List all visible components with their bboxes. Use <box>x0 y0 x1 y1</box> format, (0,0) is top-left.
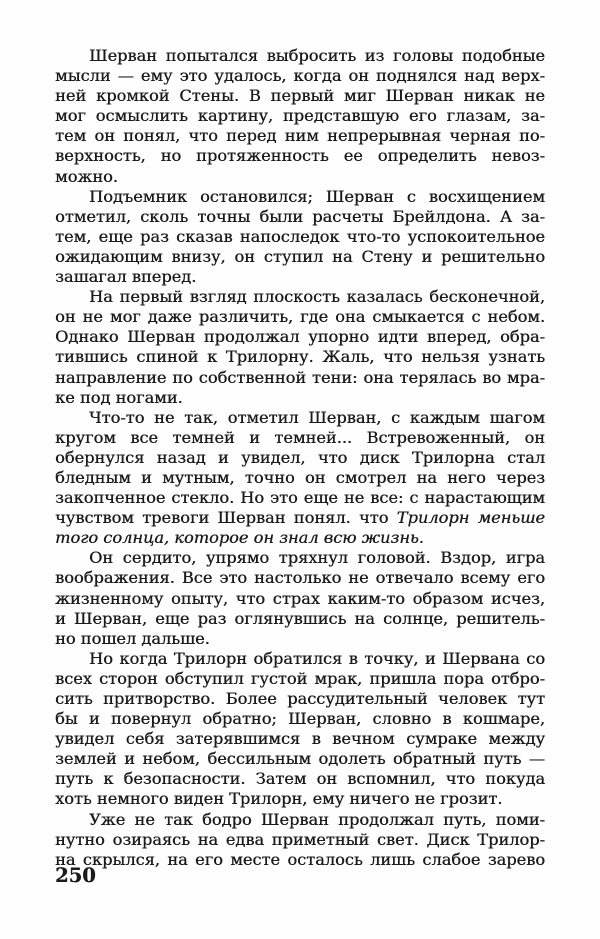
text-line <box>55 769 545 789</box>
text-run: ке под ногами. <box>55 387 183 407</box>
text-run: направление по собственной тени: она терялась во мра- <box>55 367 545 387</box>
text-line <box>55 709 545 729</box>
text-line <box>55 46 545 66</box>
text-line <box>55 468 545 488</box>
text-run: Но когда Трилорн обратился в точку, и Шервана со <box>89 648 545 668</box>
paragraph <box>55 548 545 648</box>
paragraph <box>55 287 545 408</box>
text-line <box>55 408 545 428</box>
text-line <box>55 227 545 247</box>
text-run: жизненному опыту, что страх каким-то образом исчез, <box>55 588 545 608</box>
paragraph <box>55 649 545 810</box>
text-run: бледным и мутным, точно он смотрел на него через <box>55 467 545 487</box>
text-run: сить притворство. Более рассудительный человек тут <box>55 689 545 708</box>
paragraph <box>55 46 545 187</box>
text-line <box>55 187 545 207</box>
text-line <box>55 508 545 528</box>
page-number: 250 <box>55 864 96 887</box>
text-line <box>55 830 545 850</box>
text-line <box>55 488 545 508</box>
text-line <box>55 388 545 408</box>
text-run: верхность, но протяженность ее определить невоз- <box>55 146 545 166</box>
text-run: нутно озираясь на едва приметный свет. Диск Трилор- <box>55 829 545 849</box>
text-line <box>55 629 545 649</box>
text-line <box>55 729 545 749</box>
text-run: Подъемник остановился; Шерван с восхищением <box>89 186 545 206</box>
text-run: Он сердито, упрямо тряхнул головой. Вздор, игра <box>89 548 545 568</box>
text-line <box>55 810 545 830</box>
paragraph <box>55 810 545 870</box>
text-line <box>55 207 545 227</box>
text-run: ожидающим внизу, он ступил на Стену и решительно <box>55 246 545 266</box>
text-line <box>55 267 545 287</box>
text-run: кругом все темней и темней... Встревоженный, он <box>55 427 545 447</box>
text-line <box>55 850 545 870</box>
text-run: тем, еще раз сказав напоследок что-то успокоительное <box>55 226 545 246</box>
text-line <box>55 66 545 86</box>
paragraph <box>55 187 545 287</box>
text-run: хоть немного виден Трилорн, ему ничего не грозит. <box>55 789 503 809</box>
text-line <box>55 689 545 709</box>
text-line <box>55 649 545 669</box>
text-line <box>55 307 545 327</box>
text-line <box>55 247 545 267</box>
text-line <box>55 789 545 809</box>
text-line <box>55 568 545 588</box>
text-line <box>55 749 545 769</box>
text-line <box>55 669 545 689</box>
text-run: землей и небом, бессильным одолеть обратный путь — <box>55 749 545 769</box>
text-run: Что-то не так, отметил Шерван, с каждым шагом <box>89 407 545 427</box>
text-line <box>55 126 545 146</box>
text-run: бы и повернул обратно; Шерван, словно в кошмаре, <box>55 709 545 729</box>
text-run: Шерван попытался выбросить из головы подобные <box>89 46 545 65</box>
text-run: обернулся назад и увидел, что диск Трилорна стал <box>55 447 545 467</box>
text-line <box>55 106 545 126</box>
text-line <box>55 167 545 187</box>
text-line <box>55 589 545 609</box>
text-line <box>55 609 545 629</box>
text-run: тившись спиной к Трилорну. Жаль, что нельзя узнать <box>55 347 545 367</box>
emphasized-text: того солнца, которое он знал всю жизнь. <box>55 528 424 548</box>
text-run: воображения. Все это настолько не отвечало всему его <box>55 568 545 588</box>
text-run: зашагал вперед. <box>55 267 197 287</box>
text-run: путь к безопасности. Затем он вспомнил, что покуда <box>55 769 545 789</box>
text-line <box>55 428 545 448</box>
text-run: отметил, сколь точны были расчеты Брейлдона. А за- <box>55 206 545 226</box>
text-run: можно. <box>55 166 118 186</box>
emphasized-text: Трилорн меньше <box>396 508 545 528</box>
text-line <box>55 368 545 388</box>
text-line <box>55 327 545 347</box>
text-run: тем он понял, что перед ним непрерывная черная по- <box>55 126 545 146</box>
text-line <box>55 86 545 106</box>
text-line <box>55 146 545 166</box>
text-line <box>55 448 545 468</box>
text-run: он не мог даже различить, где она смыкается с небом. <box>55 307 545 327</box>
text-run: Однако Шерван продолжал упорно идти вперед, обра- <box>55 327 545 347</box>
text-run: закопченное стекло. Но это еще не все: с нарастающим <box>55 488 545 508</box>
text-run: и Шерван, еще раз оглянувшись на солнце, решитель- <box>55 608 545 628</box>
text-line <box>55 287 545 307</box>
text-run: увидел себя затерявшимся в вечном сумраке между <box>55 729 545 749</box>
text-run: на скрылся, на его месте осталось лишь слабое зарево <box>55 849 545 869</box>
text-run: но пошел дальше. <box>55 628 210 648</box>
text-run: мысли — ему это удалось, когда он поднялся над верх- <box>55 66 545 86</box>
text-run: мог осмыслить картину, представшую его глазам, за- <box>55 106 545 126</box>
text-run: Уже не так бодро Шерван продолжал путь, поми- <box>89 809 545 829</box>
text-line <box>55 347 545 367</box>
text-run: На первый взгляд плоскость казалась бесконечной, <box>89 287 545 307</box>
text-run: чувством тревоги Шерван понял. что <box>55 508 397 528</box>
text-line <box>55 528 545 548</box>
paragraph <box>55 408 545 549</box>
text-line <box>55 548 545 568</box>
text-run: ней кромкой Стены. В первый миг Шерван никак не <box>55 86 545 106</box>
text-run: всех сторон обступил густой мрак, пришла пора отбро- <box>55 668 545 688</box>
text-block <box>55 46 545 870</box>
